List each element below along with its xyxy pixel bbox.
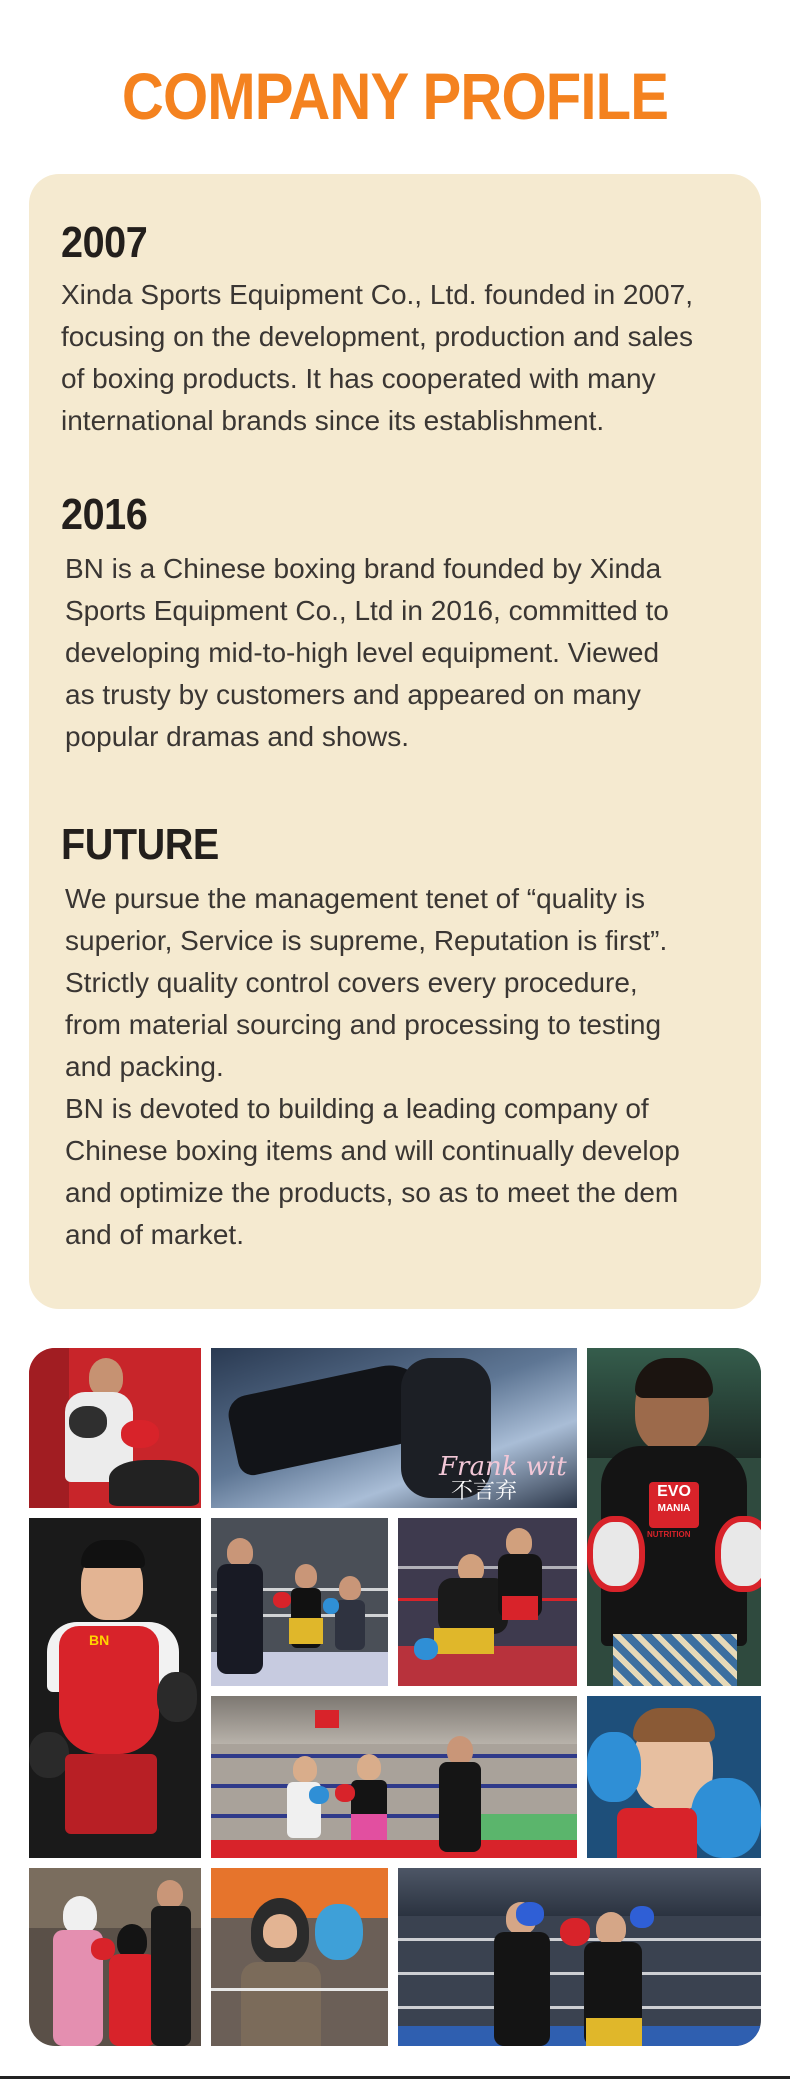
section-year: FUTURE <box>61 820 219 869</box>
section-2007 <box>61 218 693 442</box>
section-text: Xinda Sports Equipment Co., Ltd. founded in 2007, focusing on the development, production and sales of boxing products. It has cooperated with many international brands since its establishment. <box>61 279 693 436</box>
vest-logo-text: BN <box>89 1632 110 1648</box>
photo-punching-bag <box>211 1348 577 1508</box>
photo-female-fighter <box>587 1348 761 1686</box>
photo-kid-blue-glove <box>211 1868 388 2046</box>
photo-girls-boxing-ring <box>398 1868 761 2046</box>
page-title: COMPANY PROFILE <box>121 59 669 133</box>
photo-signature-text: Frank wit <box>439 1452 567 1482</box>
photo-kids-gym-ring <box>211 1696 577 1858</box>
photo-girls-grappling <box>398 1518 577 1686</box>
photo-kids-sparring <box>211 1518 388 1686</box>
company-profile-card <box>29 174 761 1309</box>
photo-boxer-training <box>29 1348 201 1508</box>
photo-kid-chest-guard <box>29 1518 201 1858</box>
shirt-brand-text-3: NUTRITION <box>647 1530 691 1539</box>
section-year: 2007 <box>61 218 148 267</box>
photo-kids-headgear <box>29 1868 201 2046</box>
section-text: We pursue the management tenet of “quality is superior, Service is supreme, Reputation is first”. Strictly quality control covers every procedure, from material sourcing and processing to testing and packing. BN is devoted to building a leading company of Chinese boxing items and will continually develop and optimize the products, so as to meet the dem and of market. <box>65 883 680 1250</box>
shirt-brand-text-2: MANIA <box>657 1503 691 1514</box>
shirt-brand-text: EVO <box>657 1483 691 1500</box>
photo-boy-blue-gloves <box>587 1696 761 1858</box>
section-2016 <box>61 490 669 758</box>
section-future <box>61 820 680 1256</box>
section-year: 2016 <box>61 490 148 539</box>
photo-caption-text: 不言弃 <box>451 1479 518 1504</box>
section-text: BN is a Chinese boxing brand founded by Xinda Sports Equipment Co., Ltd in 2016, committed to developing mid-to-high level equipment. Viewed as trusty by customers and appeared on many popular dramas and shows. <box>65 553 669 752</box>
photo-gallery <box>29 1348 761 2046</box>
